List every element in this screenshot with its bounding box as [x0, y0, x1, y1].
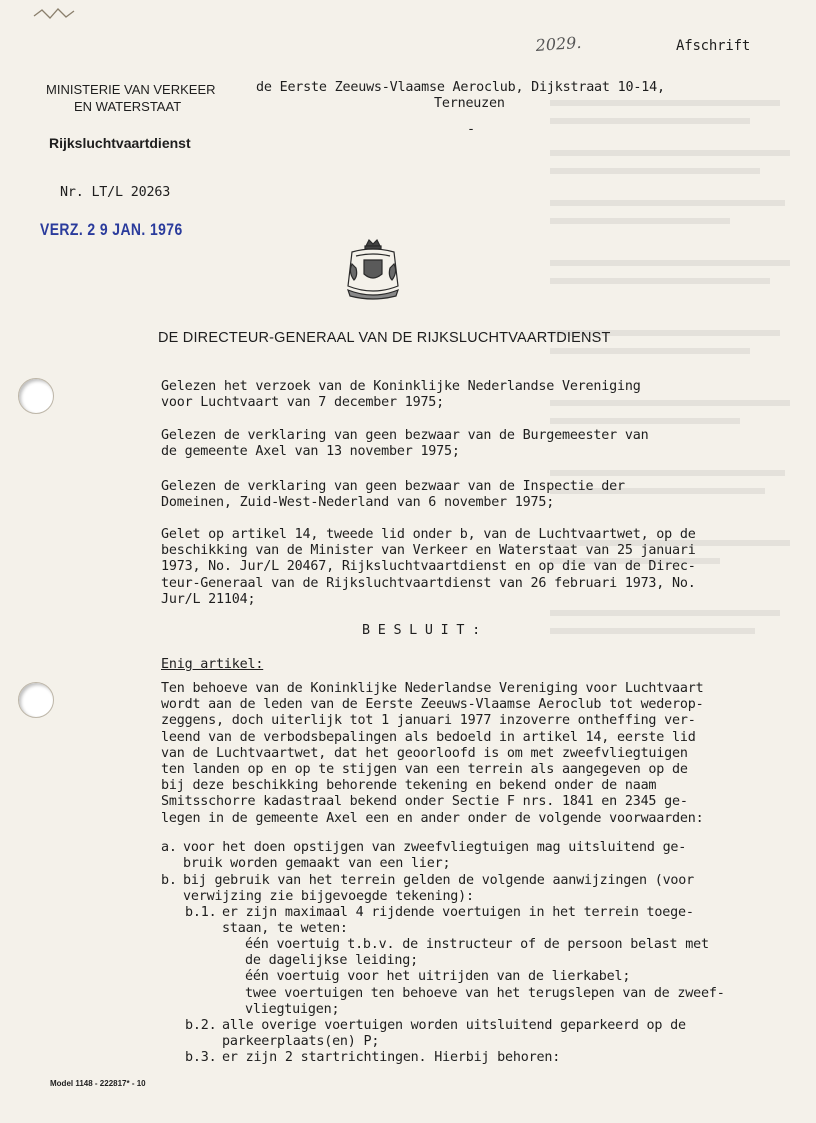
condition-b1-items	[245, 937, 725, 1018]
article-line: ten landen op en op te stijgen van een terrein als aangegeven op de	[161, 762, 688, 778]
department-name: Rijksluchtvaartdienst	[49, 135, 191, 151]
copy-label: Afschrift	[676, 38, 751, 54]
consideration-2	[161, 428, 648, 460]
condition-line: er zijn 2 startrichtingen. Hierbij behoren:	[222, 1050, 561, 1065]
condition-line: verwijzing zie bijgevoegde tekening):	[183, 889, 474, 905]
issuer-title: DE DIRECTEUR-GENERAAL VAN DE RIJKSLUCHTVAARTDIENST	[158, 330, 611, 346]
consideration-line: de gemeente Axel van 13 november 1975;	[161, 444, 460, 460]
addressee-line2: Terneuzen	[434, 96, 505, 111]
vehicle-item-line: twee voertuigen ten behoeve van het terugslepen van de zweef-	[245, 985, 725, 1001]
article-line: Ten behoeve van de Koninklijke Nederlandse Vereniging voor Luchtvaart	[161, 681, 704, 696]
condition-b-label: b.	[161, 873, 177, 888]
punch-hole-bottom	[18, 682, 54, 718]
consideration-line: teur-Generaal van de Rijksluchtvaartdienst van 26 februari 1973, No.	[161, 575, 696, 591]
condition-a-label: a.	[161, 840, 177, 855]
condition-b2	[222, 1018, 686, 1050]
vehicle-item-line: één voertuig voor het uitrijden van de lierkabel;	[245, 969, 631, 985]
condition-b	[183, 873, 694, 905]
condition-b2-label: b.2.	[185, 1018, 217, 1033]
condition-b3	[222, 1050, 560, 1066]
vehicle-item-line: vliegtuigen;	[245, 1001, 340, 1017]
vehicle-item-line: één voertuig t.b.v. de instructeur of de persoon belast met	[245, 937, 709, 952]
article-line: zeggens, doch uiterlijk tot 1 januari 1977 inzoverre ontheffing ver-	[161, 713, 696, 729]
punch-hole-top	[18, 378, 54, 414]
condition-line: alle overige voertuigen worden uitsluitend geparkeerd op de	[222, 1018, 686, 1033]
condition-line: er zijn maximaal 4 rijdende voertuigen in het terrein toege-	[222, 905, 694, 920]
article-line: legen in de gemeente Axel een en ander onder de volgende voorwaarden:	[161, 810, 704, 826]
dispatch-date-stamp: VERZ. 2 9 JAN. 1976	[40, 220, 183, 239]
ministry-name-line2: EN WATERSTAAT	[74, 99, 182, 114]
consideration-4	[161, 527, 696, 608]
bleed-through-texture	[540, 90, 800, 740]
condition-line: bij gebruik van het terrein gelden de volgende aanwijzingen (voor	[183, 873, 695, 888]
article-line: bij deze beschikking behorende tekening en bekend onder de naam	[161, 778, 657, 794]
article-line: van de Luchtvaartwet, dat het geoorloofd is om met zweefvliegtuigen	[161, 745, 688, 761]
vehicle-item-line: de dagelijkse leiding;	[245, 953, 418, 969]
condition-line: staan, te weten:	[222, 921, 348, 937]
coat-of-arms-emblem	[342, 236, 404, 302]
consideration-1	[161, 379, 641, 411]
addressee-line1: de Eerste Zeeuws-Vlaamse Aeroclub, Dijkstraat 10-14,	[256, 80, 665, 95]
consideration-line: Gelezen het verzoek van de Koninklijke Nederlandse Vereniging	[161, 379, 641, 394]
condition-a	[183, 840, 686, 872]
condition-line: bruik worden gemaakt van een lier;	[183, 856, 451, 872]
article-heading: Enig artikel:	[161, 657, 264, 672]
handwritten-note: 2029.	[535, 32, 583, 55]
consideration-line: Domeinen, Zuid-West-Nederland van 6 november 1975;	[161, 495, 555, 511]
article-line: leend van de verbodsbepalingen als bedoeld in artikel 14, eerste lid	[161, 729, 696, 745]
consideration-line: beschikking van de Minister van Verkeer en Waterstaat van 25 januari	[161, 543, 696, 559]
condition-b3-label: b.3.	[185, 1050, 217, 1065]
article-line: wordt aan de leden van de Eerste Zeeuws-Vlaamse Aeroclub tot wederop-	[161, 697, 704, 713]
article-body	[161, 681, 703, 827]
article-line: Smitsschorre kadastraal bekend onder Sectie F nrs. 1841 en 2345 ge-	[161, 794, 688, 810]
staple-mark-icon	[32, 6, 78, 24]
consideration-line: Gelezen de verklaring van geen bezwaar van de Burgemeester van	[161, 428, 649, 443]
consideration-3	[161, 479, 625, 511]
decision-heading: B E S L U I T :	[362, 623, 480, 638]
condition-line: voor het doen opstijgen van zweefvliegtuigen mag uitsluitend ge-	[183, 840, 687, 855]
consideration-line: Gelet op artikel 14, tweede lid onder b, van de Luchtvaartwet, op de	[161, 527, 696, 542]
form-model-number: Model 1148 - 222817* - 10	[50, 1079, 146, 1088]
consideration-line: Jur/L 21104;	[161, 591, 256, 607]
consideration-line: 1973, No. Jur/L 20467, Rijksluchtvaartdienst en op die van de Direc-	[161, 559, 696, 575]
addressee-mark: -	[467, 122, 475, 137]
reference-number: Nr. LT/L 20263	[60, 185, 171, 200]
consideration-line: voor Luchtvaart van 7 december 1975;	[161, 395, 445, 411]
condition-line: parkeerplaats(en) P;	[222, 1034, 380, 1050]
ministry-name-line1: MINISTERIE VAN VERKEER	[46, 82, 216, 97]
condition-b1-label: b.1.	[185, 905, 217, 920]
condition-b1	[222, 905, 694, 937]
consideration-line: Gelezen de verklaring van geen bezwaar van de Inspectie der	[161, 479, 625, 494]
